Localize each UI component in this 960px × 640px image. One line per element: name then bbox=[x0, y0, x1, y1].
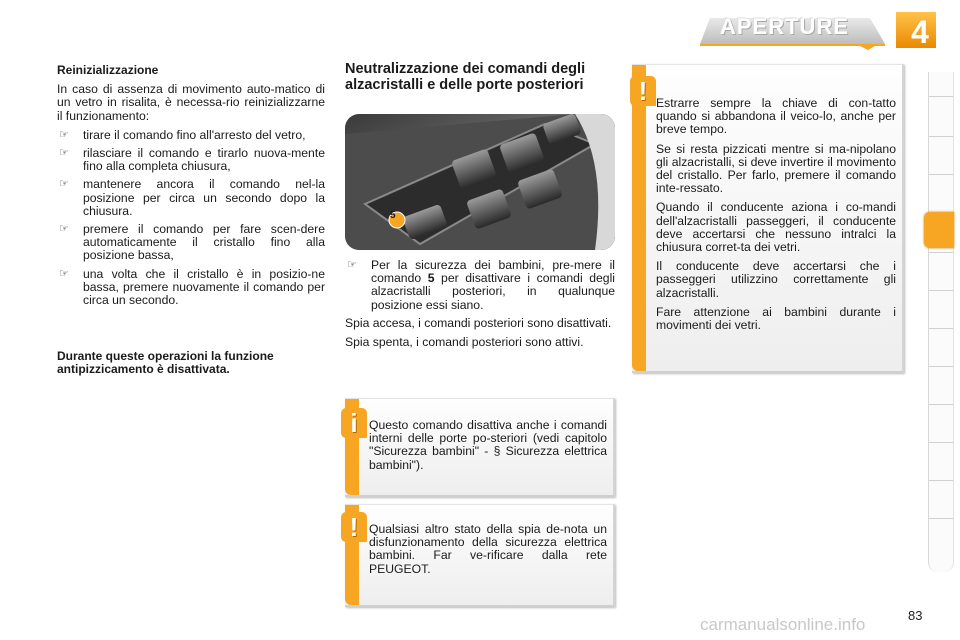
safety-paragraph: Quando il conducente aziona i co-mandi dell'alzacristalli passeggeri, il conducente deve accertarsi che nessuno intralci la chiusura corret-ta dei vetri. bbox=[656, 200, 896, 255]
chapter-tab-strip bbox=[928, 72, 954, 572]
warning-box-text: Qualsiasi altro stato della spia de-nota un disfunzionamento della sicurezza elettrica bambini. Far ve-rificare dalla rete PEUGEOT. bbox=[369, 522, 607, 576]
list-item bbox=[57, 129, 325, 142]
safety-paragraph: Il conducente deve accertarsi che i passeggeri utilizzino correttamente gli alzacristalli. bbox=[656, 259, 896, 300]
antipinch-note: Durante queste operazioni la funzione antipizzicamento è disattivata. bbox=[57, 349, 274, 377]
list-item bbox=[57, 147, 325, 173]
safety-warnings bbox=[656, 97, 896, 338]
window-switch-photo bbox=[345, 114, 615, 250]
warning-icon: ! bbox=[630, 76, 656, 106]
info-box bbox=[345, 398, 615, 497]
watermark-text: carmanualsonline.info bbox=[700, 615, 866, 634]
reinit-heading: Reinizializzazione bbox=[57, 63, 159, 77]
warning-box-dashboard bbox=[345, 504, 615, 607]
step-text: premere il comando per fare scen-dere automaticamente il cristallo fino alla posizione bassa, bbox=[83, 222, 325, 263]
bullet-text: Per la sicurezza dei bambini, pre-mere il comando bbox=[371, 258, 615, 286]
arrow-bullet-icon: ☞ bbox=[59, 147, 69, 160]
safety-paragraph: Se si resta pizzicati mentre si ma-nipolano gli alzacristalli, si deve invertire il movimento del cristallo. Per farlo, premere il comando inte-ressato. bbox=[656, 141, 896, 196]
indicator-off-text: Spia spenta, i comandi posteriori sono attivi. bbox=[345, 335, 584, 350]
warning-box-accent bbox=[632, 65, 646, 371]
list-item bbox=[57, 223, 325, 263]
info-box-text: Questo comando disattiva anche i comandi interni delle porte po-steriori (vedi capitolo "Sicurezza bambini" - § Sicurezza elettrica bambini"). bbox=[369, 418, 607, 472]
step-text: una volta che il cristallo è in posizio-ne bassa, premere nuovamente il comando per circa un secondo. bbox=[83, 266, 325, 308]
reinit-section bbox=[57, 64, 325, 312]
list-item bbox=[57, 268, 325, 308]
safety-paragraph: Fare attenzione ai bambini durante i movimenti dei vetri. bbox=[656, 304, 896, 333]
child-lock-section bbox=[345, 259, 615, 355]
arrow-bullet-icon: ☞ bbox=[59, 223, 69, 236]
list-item bbox=[345, 259, 615, 312]
section-heading: Neutralizzazione dei comandi degli alzacristalli e delle porte posteriori bbox=[345, 61, 586, 93]
safety-paragraph: Estrarre sempre la chiave di con-tatto quando si abbandona il veico-lo, anche per breve tempo. bbox=[656, 96, 896, 137]
child-lock-steps bbox=[345, 259, 615, 312]
list-item bbox=[57, 178, 325, 218]
indicator-on-text: Spia accesa, i comandi posteriori sono disattivati. bbox=[345, 315, 612, 330]
step-text: rilasciare il comando e tirarlo nuova-mente fino alla completa chiusura, bbox=[83, 146, 325, 174]
chapter-title: APERTURE bbox=[720, 14, 850, 39]
reinit-steps bbox=[57, 129, 325, 307]
step-text: mantenere ancora il comando nel-la posizione per circa un secondo dopo la chiusura. bbox=[83, 177, 325, 218]
info-icon: i bbox=[341, 408, 367, 438]
control-number-label: 5 bbox=[390, 210, 396, 221]
warning-box-safety bbox=[632, 64, 904, 373]
arrow-bullet-icon: ☞ bbox=[59, 128, 69, 141]
control-number: 5 bbox=[427, 271, 435, 286]
reinit-intro: In caso di assenza di movimento auto-matico di un vetro in risalita, è necessa-rio reinizializzarne il funzionamento: bbox=[57, 82, 325, 123]
arrow-bullet-icon: ☞ bbox=[59, 178, 69, 191]
warning-icon: ! bbox=[341, 512, 367, 542]
active-chapter-tab[interactable] bbox=[924, 212, 954, 248]
chapter-number: 4 bbox=[911, 14, 929, 50]
arrow-bullet-icon: ☞ bbox=[347, 259, 357, 271]
arrow-bullet-icon: ☞ bbox=[59, 267, 69, 280]
bullet-text: per disattivare i comandi degli alzacristalli posteriori, in qualunque posizione essi siano. bbox=[371, 271, 615, 312]
step-text: tirare il comando fino all'arresto del vetro, bbox=[83, 127, 306, 142]
page-number: 83 bbox=[908, 608, 923, 623]
